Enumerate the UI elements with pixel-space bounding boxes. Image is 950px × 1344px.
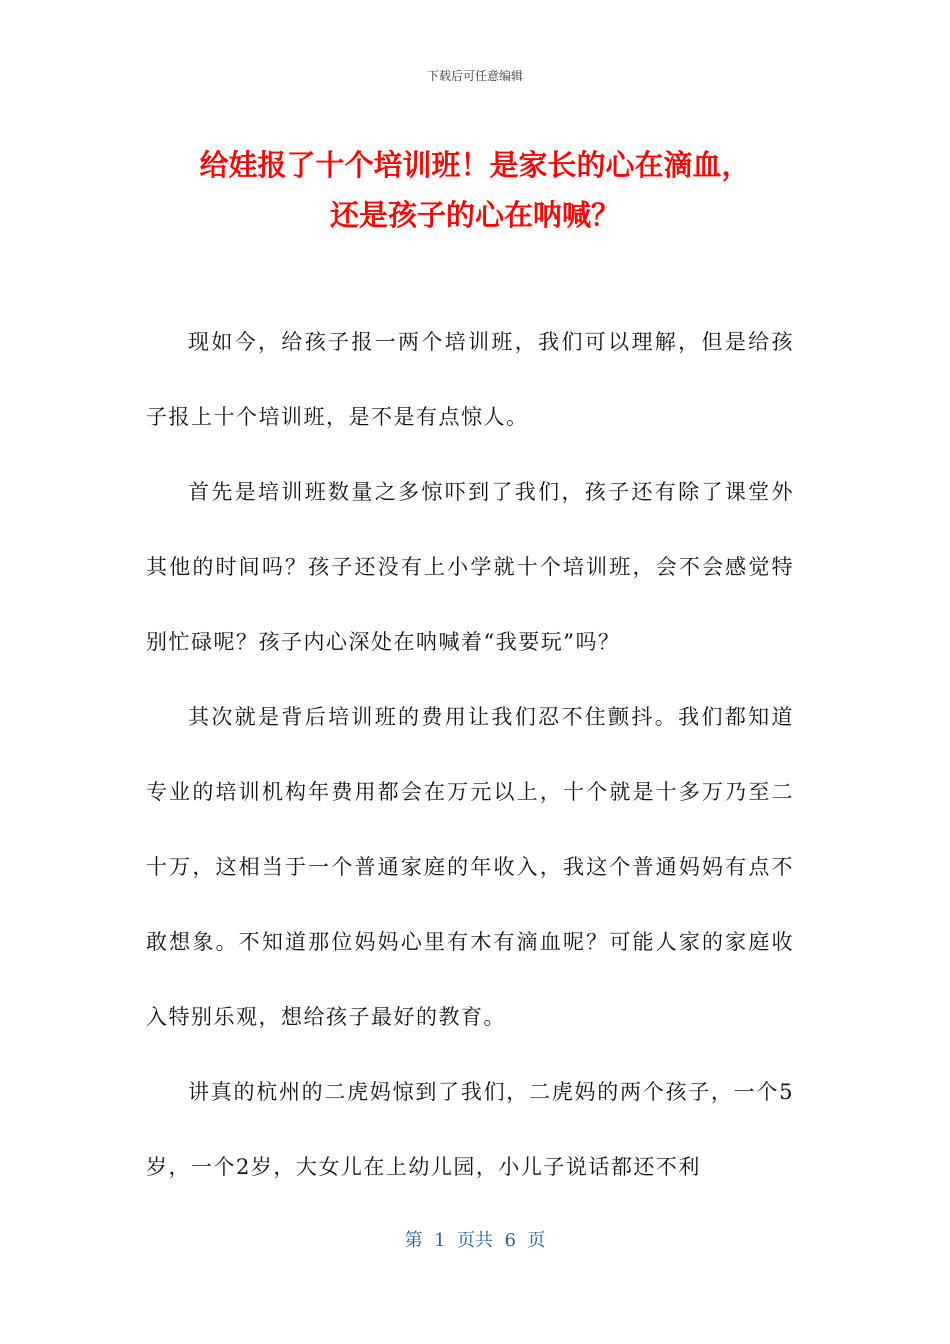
paragraph-3: 其次就是背后培训班的费用让我们忍不住颤抖。我们都知道专业的培训机构年费用都会在万元以上，十个就是十多万乃至二十万，这相当于一个普通家庭的年收入，我这个普通妈妈有点不敢想象。不知道那位妈妈心里有木有滴血呢？可能人家的家庭收入特别乐观，想给孩子最好的教育。 [146,705,794,1029]
title-line-1: 给娃报了十个培训班！是家长的心在滴血， [199,148,751,182]
title-line-2: 还是孩子的心在呐喊？ [329,198,620,232]
article-body [146,305,794,1205]
page-title [110,140,840,240]
paragraph-1: 现如今，给孩子报一两个培训班，我们可以理解，但是给孩子报上十个培训班，是不是有点惊人。 [146,330,794,429]
header-note: 下载后可任意编辑 [426,69,523,83]
page-footer: 第 1 页共 6 页 [404,1230,546,1251]
paragraph-2: 首先是培训班数量之多惊吓到了我们，孩子还有除了课堂外其他的时间吗？孩子还没有上小学就十个培训班，会不会感觉特别忙碌呢？孩子内心深处在呐喊着“我要玩”吗？ [146,480,794,654]
paragraph-4: 讲真的杭州的二虎妈惊到了我们，二虎妈的两个孩子，一个5岁，一个2岁，大女儿在上幼儿园，小儿子说话都还不利 [146,1080,794,1179]
